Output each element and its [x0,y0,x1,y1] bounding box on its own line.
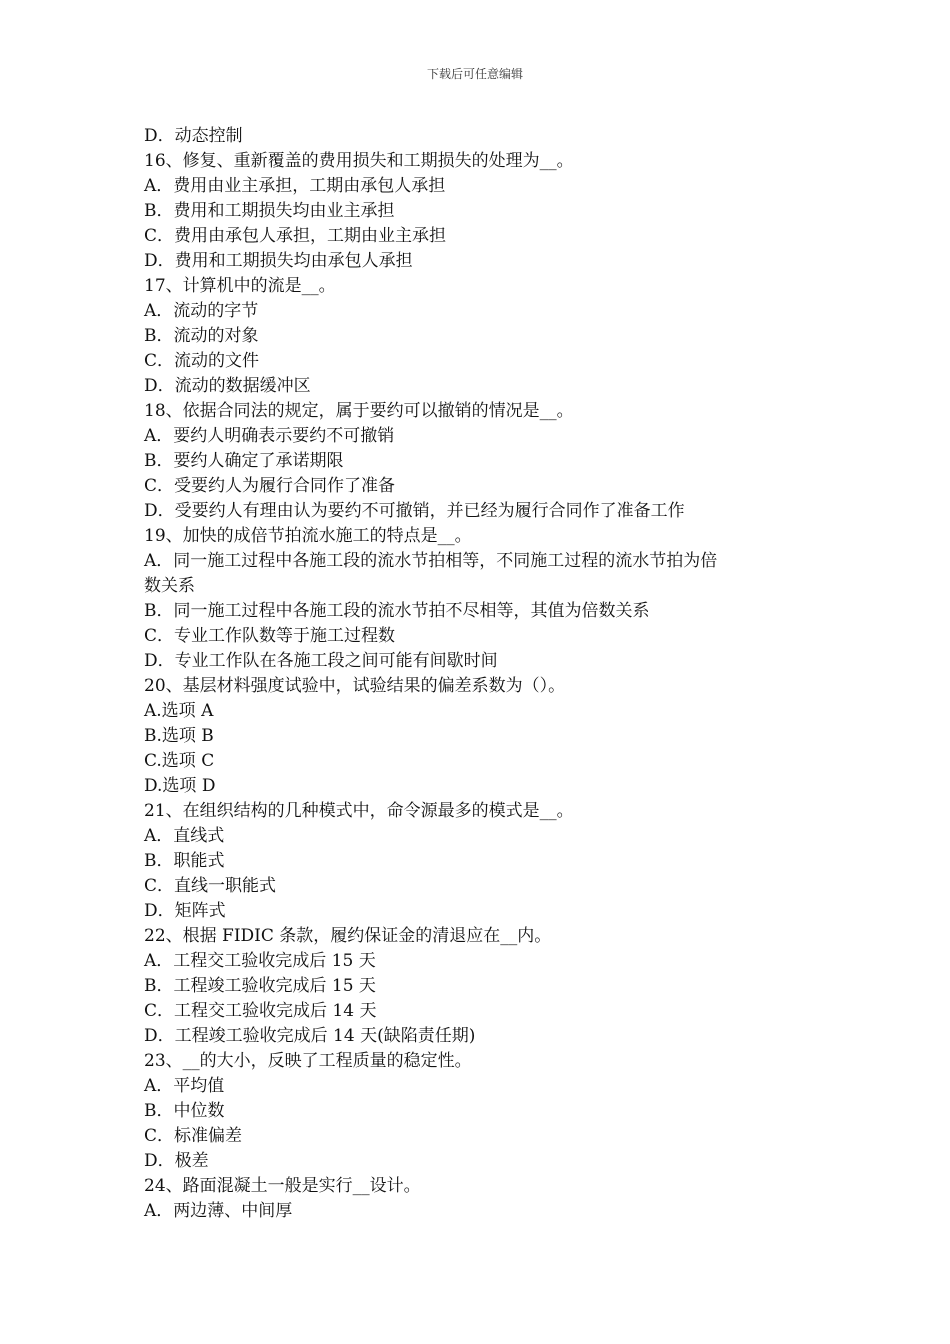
text-line: 17、计算机中的流是__。 [144,276,336,296]
text-line: B．费用和工期损失均由业主承担 [144,201,395,221]
text-line: D．极差 [144,1151,209,1171]
text-line: 18、依据合同法的规定，属于要约可以撤销的情况是__。 [144,401,574,421]
text-line: B．中位数 [144,1101,225,1121]
text-line: C．直线一职能式 [144,876,277,896]
text-line: 20、基层材料强度试验中，试验结果的偏差系数为（）。 [144,676,566,696]
text-line: 21、在组织结构的几种模式中，命令源最多的模式是__。 [144,801,574,821]
text-line: A．流动的字节 [144,301,259,321]
text-line: B.选项 B [144,726,214,746]
text-line: C．专业工作队数等于施工过程数 [144,626,396,646]
text-line: D．费用和工期损失均由承包人承担 [144,251,413,271]
text-line: D．动态控制 [144,126,243,146]
text-line: D.选项 D [144,776,216,796]
text-line: D．矩阵式 [144,901,226,921]
text-line: 23、__的大小，反映了工程质量的稳定性。 [144,1051,472,1071]
text-line: D．流动的数据缓冲区 [144,376,311,396]
text-line: D．受要约人有理由认为要约不可撤销，并已经为履行合同作了准备工作 [144,501,685,521]
text-line: D．专业工作队在各施工段之间可能有间歇时间 [144,651,498,671]
text-line: A．费用由业主承担，工期由承包人承担 [144,176,446,196]
text-line: 24、路面混凝土一般是实行__设计。 [144,1176,421,1196]
text-line: C．标准偏差 [144,1126,243,1146]
text-line: B．职能式 [144,851,225,871]
text-line: 16、修复、重新覆盖的费用损失和工期损失的处理为__。 [144,151,574,171]
text-line: A．要约人明确表示要约不可撤销 [144,426,395,446]
text-line: C．工程交工验收完成后 14 天 [144,1001,377,1021]
text-line: A．两边薄、中间厚 [144,1201,293,1221]
text-line: C．受要约人为履行合同作了准备 [144,476,396,496]
text-line: C.选项 C [144,751,215,771]
text-line: B．流动的对象 [144,326,259,346]
text-line: 19、加快的成倍节拍流水施工的特点是__。 [144,526,472,546]
text-line: B．要约人确定了承诺期限 [144,451,344,471]
page-header: 下载后可任意编辑 [426,67,523,81]
text-line: B．同一施工过程中各施工段的流水节拍不尽相等，其值为倍数关系 [144,601,650,621]
document-body [144,124,814,1224]
text-line: A．同一施工过程中各施工段的流水节拍相等，不同施工过程的流水节拍为倍 [144,551,718,571]
text-line: 数关系 [144,576,195,596]
text-line: C．费用由承包人承担，工期由业主承担 [144,226,447,246]
text-line: C．流动的文件 [144,351,260,371]
text-line: A．直线式 [144,826,225,846]
text-line: A．平均值 [144,1076,225,1096]
text-line: D．工程竣工验收完成后 14 天(缺陷责任期) [144,1026,476,1046]
text-line: 22、根据 FIDIC 条款，履约保证金的清退应在__内。 [144,926,552,946]
text-line: A.选项 A [144,701,214,721]
text-line: B．工程竣工验收完成后 15 天 [144,976,376,996]
text-line: A．工程交工验收完成后 15 天 [144,951,376,971]
